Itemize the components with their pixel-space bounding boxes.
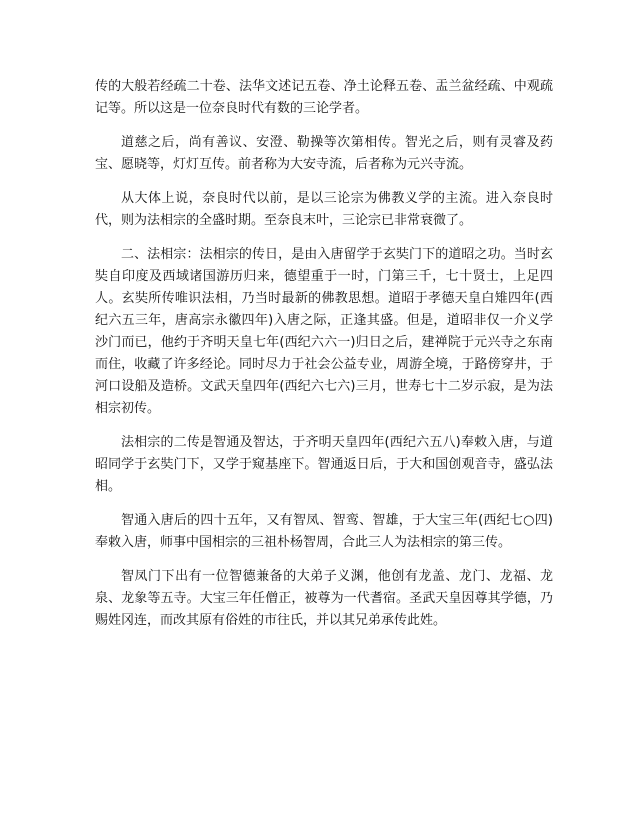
paragraph-continuation: 传的大般若经疏二十卷、法华文述记五卷、净土论释五卷、盂兰盆经疏、中观疏记等。所以这是一位奈良时代有数的三论学者。 [95,79,553,116]
paragraph-nara-overview: 从大体上说，奈良时代以前，是以三论宗为佛教义学的主流。进入奈良时代，则为法相宗的全盛时期。至奈良末叶，三论宗已非常衰微了。 [95,191,553,228]
paragraph-hosso-second-transmission: 法相宗的二传是智通及智达，于齐明天皇四年(西纪六五八)奉敕入唐，与道昭同学于玄奘门下，又学于窥基座下。智通返日后，于大和国创观音寺，盛弘法相。 [95,435,553,494]
paragraph-sanron-lineages: 道慈之后，尚有善议、安澄、勒操等次第相传。智光之后，则有灵睿及药宝、愿晓等，灯灯互传。前者称为大安寺流，后者称为元兴寺流。 [95,135,553,172]
document-body [95,76,553,644]
paragraph-giens-temples: 智凤门下出有一位智德兼备的大弟子义渊，他创有龙盖、龙门、龙福、龙泉、龙象等五寺。大宝三年任僧正，被尊为一代耆宿。圣武天皇因尊其学德，乃赐姓冈连，而改其原有俗姓的市往氏，并以其兄弟承传此姓。 [95,569,553,628]
paragraph-hosso-third-transmission: 智通入唐后的四十五年，又有智凤、智鸾、智雄，于大宝三年(西纪七○四)奉敕入唐，师事中国相宗的三祖朴杨智周，合此三人为法相宗的第三传。 [95,513,553,550]
paragraph-hosso-first-transmission: 二、法相宗：法相宗的传日，是由入唐留学于玄奘门下的道昭之功。当时玄奘自印度及西域诸国游历归来，德望重于一时，门第三千，七十贤士，上足四人。玄奘所传唯识法相，乃当时最新的佛教思想。道昭于孝德天皇白雉四年(西纪六五三年，唐高宗永徽四年)入唐之际，正逢其盛。但是，道昭非仅一介义学沙门而已，他约于齐明天皇七年(西纪六六一)归日之后，建禅院于元兴寺之东南而住，收藏了许多经论。同时尽力于社会公益专业，周游全境，于路傍穿井，于河口设船及造桥。文武天皇四年(西纪六七六)三月，世寿七十二岁示寂，是为法相宗初传。 [95,247,553,416]
